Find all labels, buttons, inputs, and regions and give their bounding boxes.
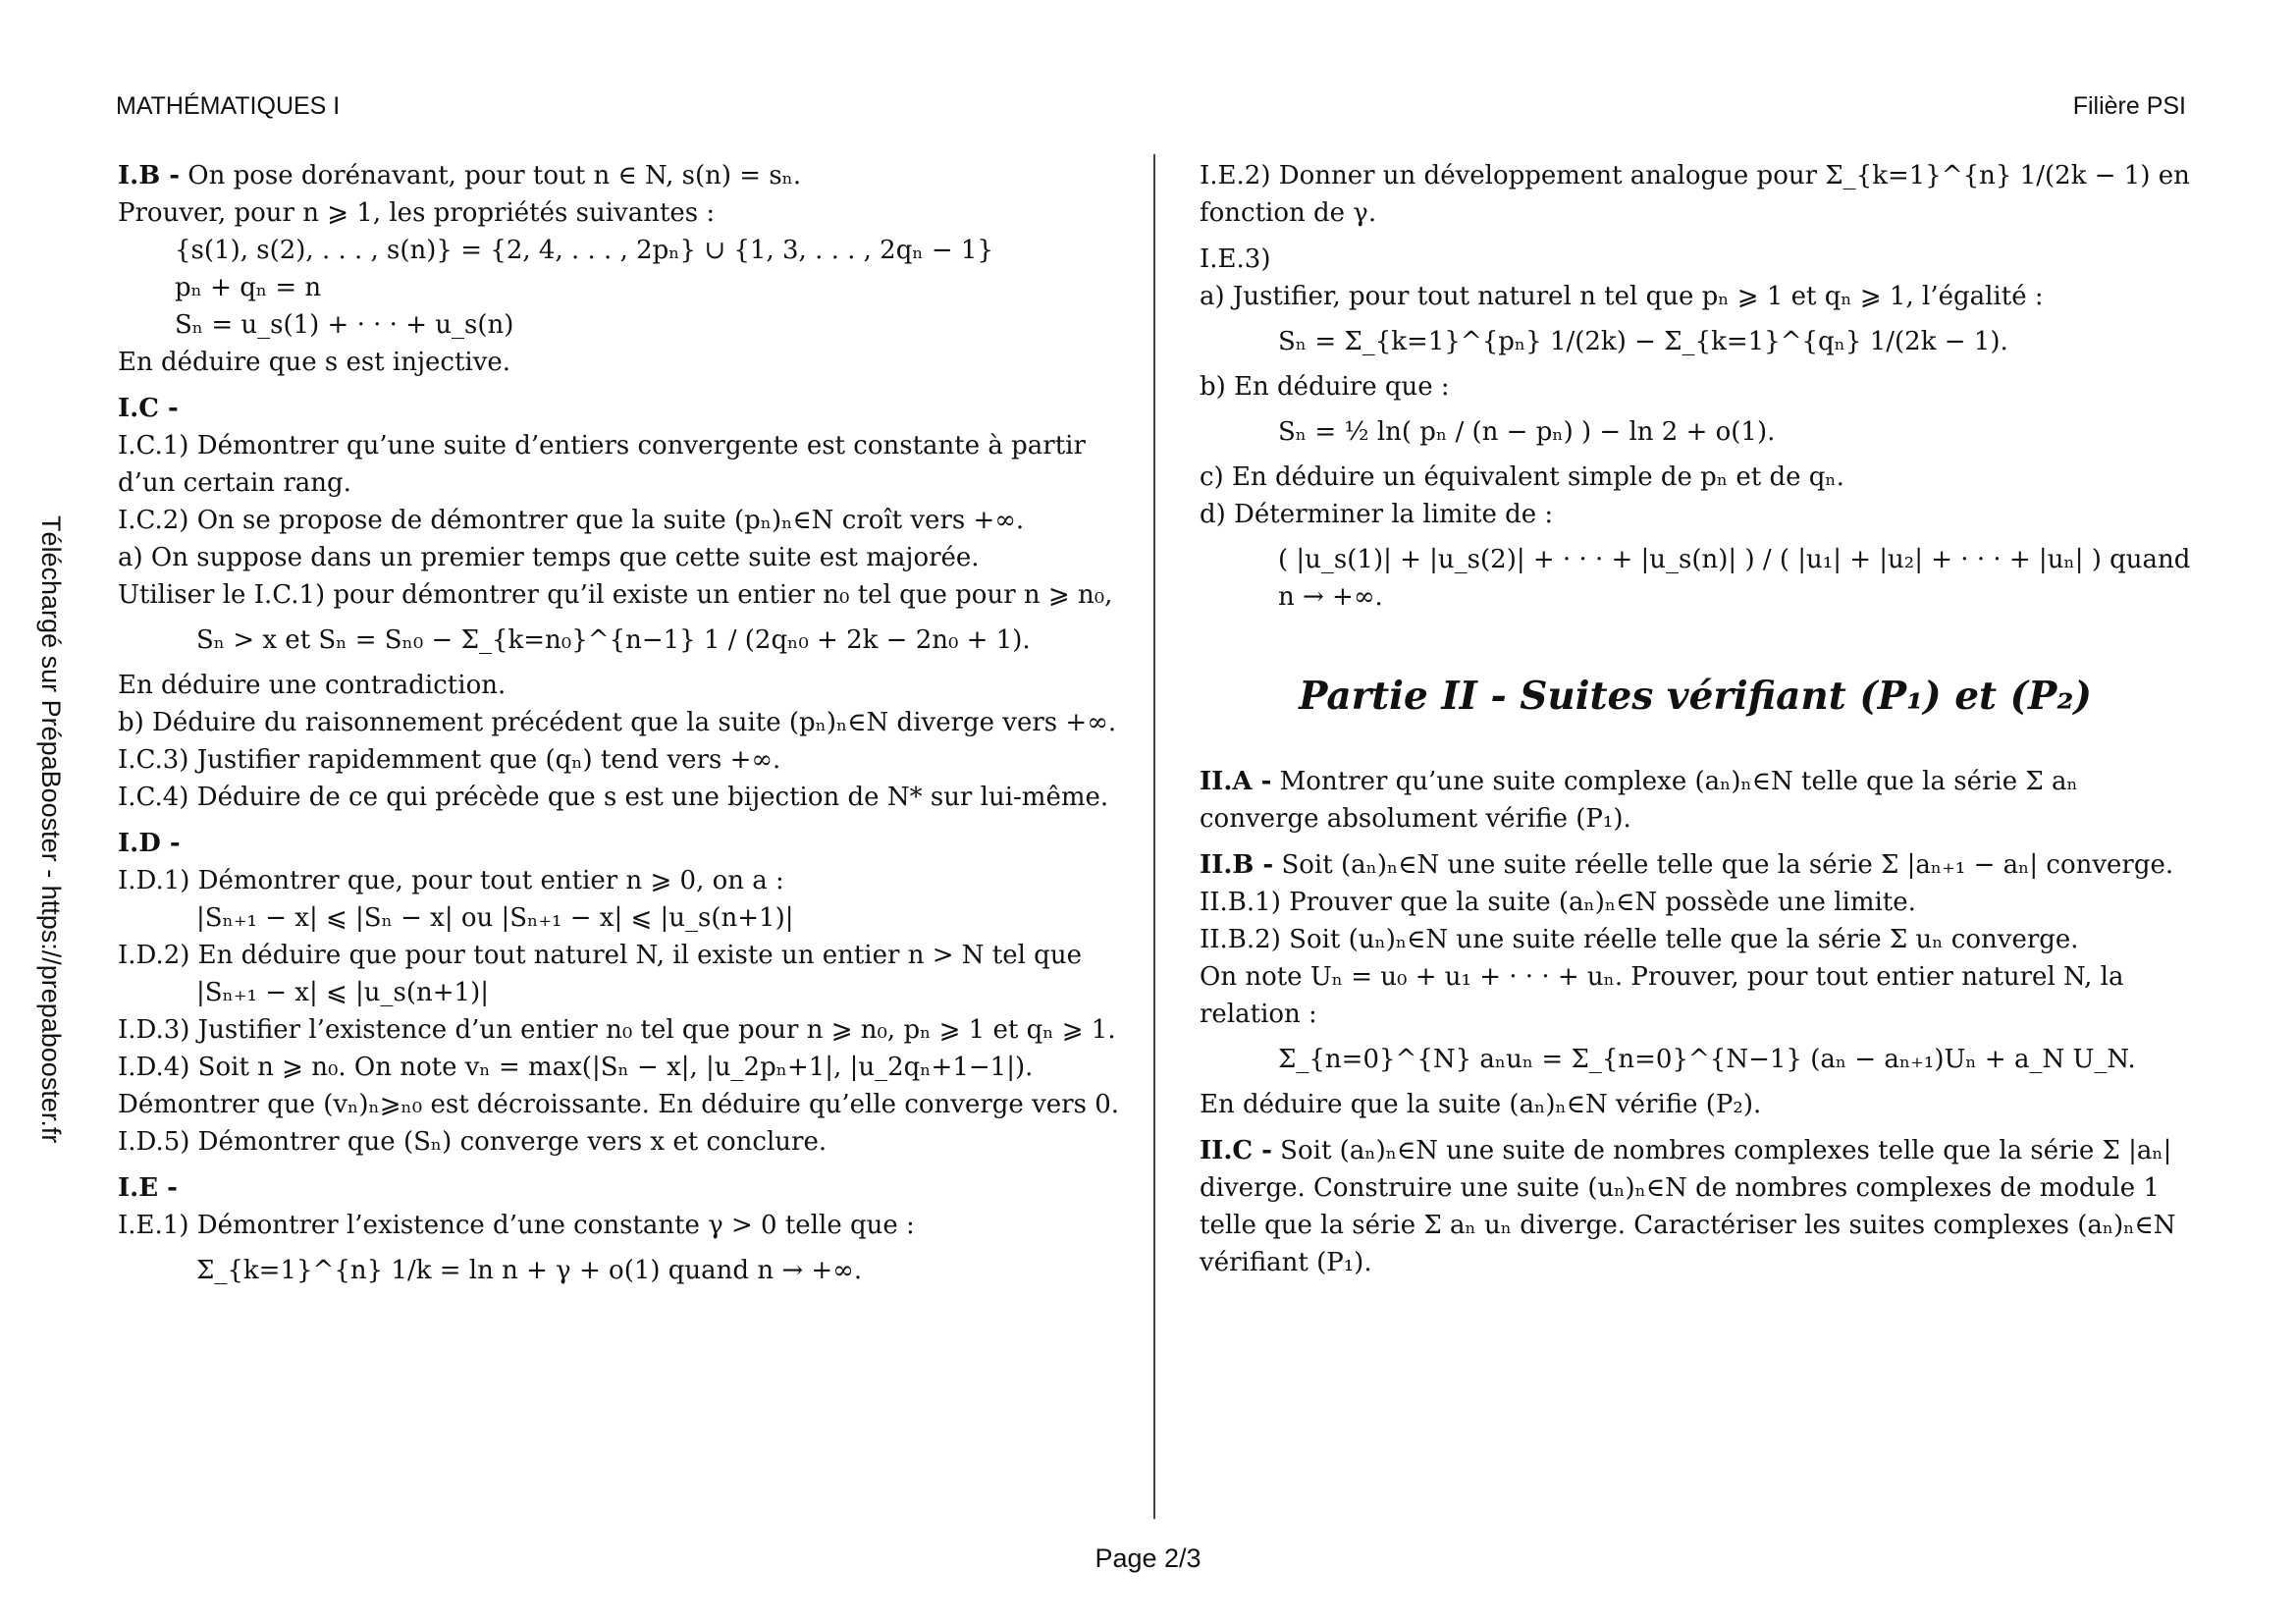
paragraph-text: Montrer qu’une suite complexe (aₙ)ₙ∈N telle que la série Σ aₙ converge absolument vérifie (P₁). (1200, 767, 2078, 834)
paragraph (1200, 921, 2191, 958)
paragraph (118, 539, 1119, 576)
paragraph (1200, 241, 2191, 278)
paragraph (1278, 323, 2191, 360)
paragraph (118, 1207, 1119, 1244)
paragraph-text: II.B.1) Prouver que la suite (aₙ)ₙ∈N possède une limite. (1200, 888, 1916, 917)
paragraph-text: Démontrer que (vₙ)ₙ⩾ₙ₀ est décroissante. En déduire qu’elle converge vers 0. (118, 1090, 1120, 1119)
paragraph-text: d) Déterminer la limite de : (1200, 500, 1554, 529)
paragraph-text: b) En déduire que : (1200, 372, 1450, 402)
paragraph (118, 741, 1119, 779)
paragraph-text: |Sₙ₊₁ − x| ⩽ |u_s(n+1)| (196, 978, 489, 1007)
paragraph-text: Sₙ = Σ_{k=1}^{pₙ} 1/(2k) − Σ_{k=1}^{qₙ} 1/(2k − 1). (1278, 327, 2008, 356)
section-label: I.E - (118, 1173, 178, 1203)
paragraph-text: |Sₙ₊₁ − x| ⩽ |Sₙ − x| ou |Sₙ₊₁ − x| ⩽ |u_s(n+1)| (196, 903, 794, 933)
paragraph-text: I.E.1) Démontrer l’existence d’une constante γ > 0 telle que : (118, 1211, 915, 1240)
paragraph (118, 862, 1119, 899)
paragraph (196, 622, 1119, 659)
section-label: I.B - (118, 161, 181, 190)
paragraph-text: {s(1), s(2), . . . , s(n)} = {2, 4, . . . , 2pₙ} ∪ {1, 3, . . . , 2qₙ − 1} (175, 236, 994, 265)
paragraph-text: I.D.3) Justifier l’existence d’un entier n₀ tel que pour n ⩾ n₀, pₙ ⩾ 1 et qₙ ⩾ 1. (118, 1015, 1116, 1045)
paragraph-text: II.B.2) Soit (uₙ)ₙ∈N une suite réelle telle que la série Σ uₙ converge. (1200, 925, 2079, 954)
paragraph-text: Σ_{k=1}^{n} 1/k = ln n + γ + o(1) quand n → +∞. (196, 1256, 863, 1285)
paragraph (1200, 1132, 2191, 1281)
paragraph (118, 1086, 1119, 1123)
paragraph (118, 779, 1119, 816)
paragraph-text: I.C.3) Justifier rapidemment que (qₙ) tend vers +∞. (118, 745, 781, 775)
paragraph (1200, 368, 2191, 406)
paragraph (1200, 278, 2191, 315)
page-number: Page 2/3 (1095, 1543, 1201, 1573)
paragraph (118, 1011, 1119, 1049)
paragraph (118, 502, 1119, 539)
paragraph (118, 704, 1119, 741)
paragraph-text: c) En déduire un équivalent simple de pₙ et de qₙ. (1200, 462, 1844, 492)
paragraph-text: Prouver, pour n ⩾ 1, les propriétés suivantes : (118, 198, 716, 228)
paragraph (118, 667, 1119, 704)
paragraph (1200, 157, 2191, 232)
header-subject: MATHÉMATIQUES I (116, 92, 341, 120)
paragraph-text: I.C.2) On se propose de démontrer que la suite (pₙ)ₙ∈N croît vers +∞. (118, 506, 1025, 535)
paragraph (118, 344, 1119, 381)
paragraph-text: I.D.4) Soit n ⩾ n₀. On note vₙ = max(|Sₙ − x|, |u_2pₙ+1|, |u_2qₙ+1−1|). (118, 1053, 1034, 1082)
paragraph-text: a) On suppose dans un premier temps que cette suite est majorée. (118, 543, 980, 572)
left-column (118, 157, 1119, 1297)
paragraph (118, 306, 1119, 344)
paragraph-text: I.D.2) En déduire que pour tout naturel N, il existe un entier n > N tel que (118, 941, 1082, 970)
paragraph-text: Sₙ > x et Sₙ = Sₙ₀ − Σ_{k=n₀}^{n−1} 1 / (2qₙ₀ + 2k − 2n₀ + 1). (196, 625, 1031, 655)
paragraph (118, 937, 1119, 974)
paragraph-text: Utiliser le I.C.1) pour démontrer qu’il existe un entier n₀ tel que pour n ⩾ n₀, (118, 580, 1113, 610)
paragraph (118, 899, 1119, 937)
paragraph (196, 1252, 1119, 1289)
paragraph-text: Sₙ = u_s(1) + · · · + u_s(n) (175, 310, 514, 340)
paragraph-text: pₙ + qₙ = n (175, 273, 322, 302)
paragraph (118, 576, 1119, 614)
part-title: Partie II - Suites vérifiant (P₁) et (P₂) (1299, 674, 2092, 719)
paragraph-text: ( |u_s(1)| + |u_s(2)| + · · · + |u_s(n)| ) / ( |u₁| + |u₂| + · · · + |uₙ| ) quand n → +∞. (1278, 545, 2191, 612)
paragraph (118, 825, 1119, 862)
paragraph (1200, 763, 2191, 838)
paragraph-text: On pose dorénavant, pour tout n ∈ N, s(n) = sₙ. (180, 161, 802, 190)
section-label: II.A - (1200, 767, 1272, 796)
paragraph-text: En déduire une contradiction. (118, 671, 507, 700)
paragraph (118, 390, 1119, 427)
paragraph-text: Sₙ = ½ ln( pₙ / (n − pₙ) ) − ln 2 + o(1). (1278, 417, 1776, 447)
paragraph-text: a) Justifier, pour tout naturel n tel que pₙ ⩾ 1 et qₙ ⩾ 1, l’égalité : (1200, 282, 2044, 311)
paragraph (118, 194, 1119, 232)
paragraph-text: Σ_{n=0}^{N} aₙuₙ = Σ_{n=0}^{N−1} (aₙ − aₙ₊₁)Uₙ + a_N U_N. (1278, 1045, 2136, 1074)
paragraph (118, 1049, 1119, 1086)
section-label: I.D - (118, 829, 181, 858)
paragraph-text: On note Uₙ = u₀ + u₁ + · · · + uₙ. Prouver, pour tout entier naturel N, la relation : (1200, 962, 2124, 1029)
paragraph (1200, 459, 2191, 496)
paragraph-text: I.D.1) Démontrer que, pour tout entier n ⩾ 0, on a : (118, 866, 784, 895)
paragraph-text: b) Déduire du raisonnement précédent que la suite (pₙ)ₙ∈N diverge vers +∞. (118, 708, 1117, 737)
paragraph-text: Soit (aₙ)ₙ∈N une suite de nombres complexes telle que la série Σ |aₙ| diverge. Construire une suite (uₙ)ₙ∈N de nombres complexes de module 1 telle que la série Σ aₙ uₙ diverge. Caractériser les suites complexes (aₙ)ₙ∈N vérifiant (P₁). (1200, 1136, 2176, 1277)
paragraph-text: I.C.1) Démontrer qu’une suite d’entiers convergente est constante à partir d’un certain rang. (118, 431, 1086, 498)
paragraph (118, 1169, 1119, 1207)
paragraph (118, 269, 1119, 306)
paragraph (1200, 1086, 2191, 1123)
section-label: II.C - (1200, 1136, 1272, 1165)
paragraph (1200, 958, 2191, 1033)
right-column-part-one (1200, 157, 2191, 616)
paragraph (1278, 413, 2191, 451)
paragraph (1200, 846, 2191, 884)
column-divider (1153, 154, 1155, 1519)
paragraph (118, 1123, 1119, 1161)
right-column (1200, 157, 2191, 1281)
paragraph (1200, 496, 2191, 533)
side-watermark-text: Téléchargé sur PrépaBooster - https://prepabooster.fr (36, 515, 66, 1144)
paragraph (118, 232, 1119, 269)
right-column-part-two (1200, 763, 2191, 1281)
paragraph (1278, 1041, 2191, 1078)
paragraph-text: Soit (aₙ)ₙ∈N une suite réelle telle que la série Σ |aₙ₊₁ − aₙ| converge. (1273, 850, 2174, 880)
paragraph (118, 974, 1119, 1011)
paragraph (1200, 884, 2191, 921)
header-track: Filière PSI (2072, 92, 2186, 120)
paragraph-text: I.E.2) Donner un développement analogue pour Σ_{k=1}^{n} 1/(2k − 1) en fonction de γ. (1200, 161, 2190, 228)
paragraph (1278, 541, 2191, 616)
paragraph-text: I.E.3) (1200, 244, 1271, 274)
paragraph-text: En déduire que la suite (aₙ)ₙ∈N vérifie (P₂). (1200, 1090, 1762, 1119)
paragraph-text: En déduire que s est injective. (118, 348, 511, 377)
paragraph (118, 427, 1119, 502)
paragraph (118, 157, 1119, 194)
paragraph-text: I.D.5) Démontrer que (Sₙ) converge vers x et conclure. (118, 1127, 828, 1157)
section-label: II.B - (1200, 850, 1274, 880)
paragraph-text: I.C.4) Déduire de ce qui précède que s est une bijection de N* sur lui-même. (118, 783, 1109, 812)
section-label: I.C - (118, 394, 179, 423)
